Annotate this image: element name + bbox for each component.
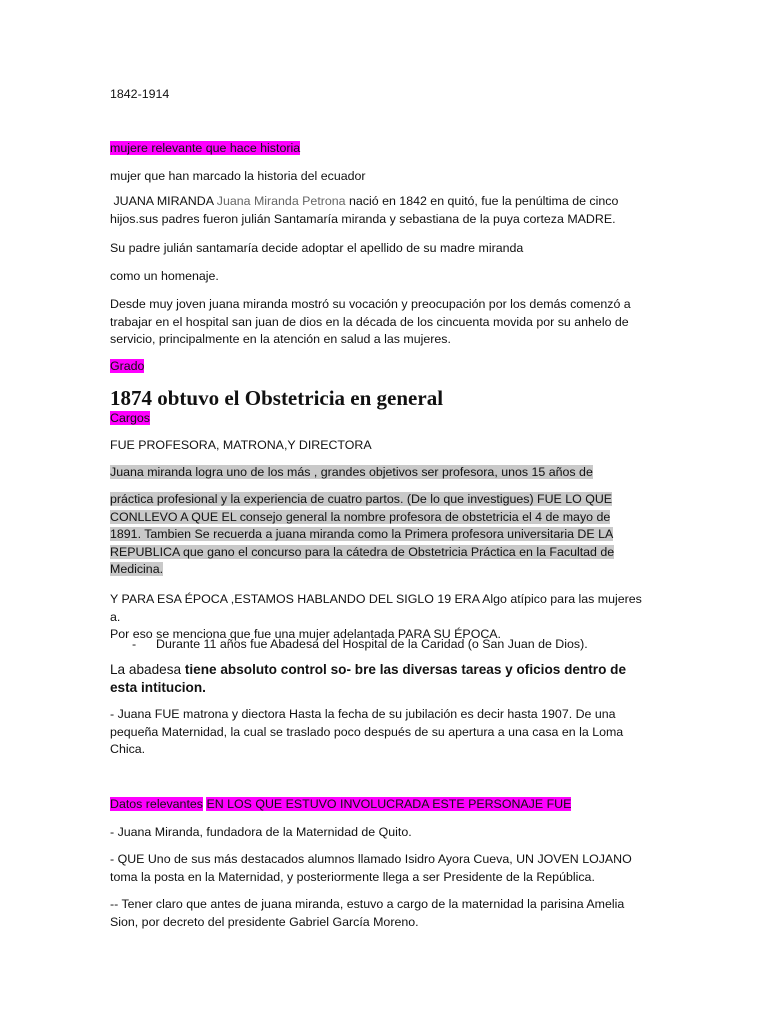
datos-heading: Datos relevantes EN LOS QUE ESTUVO INVOLUCRADA ESTE PERSONAJE FUE	[110, 797, 572, 811]
pink-heading: mujere relevante que hace historia	[110, 141, 301, 155]
paragraph-abadesa: La abadesa tiene absoluto control so- bre las diversas tareas y oficios dentro de esta intitucion.	[110, 662, 627, 695]
gray-paragraph-2: práctica profesional y la experiencia de cuatro partos. (De lo que investigues) FUE LO QUE CONLLEVO A QUE EL consejo general la nombre profesora de obstetricia el 4 de mayo de 1891. Tambien Se recuerda a juana miranda como la Primera profesora universitaria DE LA REPUBLICA que gano el concurso para la cátedra de Obstetricia Práctica en la Facultad de Medicina.	[110, 492, 615, 576]
cargos-label: Cargos	[110, 411, 150, 425]
cargos-text: FUE PROFESORA, MATRONA,Y DIRECTORA	[110, 438, 372, 452]
paragraph-vocacion: Desde muy joven juana miranda mostró su vocación y preocupación por los demás comenzó a trabajar en el hospital san juan de dios en la década de los cincuenta movida por su anhelo de servicio, principalmente en la atención en salud a las mujeres.	[110, 297, 631, 346]
big-heading: 1874 obtuvo el Obstetricia en general	[110, 386, 444, 410]
bullet-dash: -	[132, 637, 137, 651]
dates: 1842-1914	[110, 87, 170, 101]
datos-item-1: - Juana Miranda, fundadora de la Maternidad de Quito.	[110, 825, 412, 839]
datos-item-2: - QUE Uno de sus más destacados alumnos llamado Isidro Ayora Cueva, UN JOVEN LOJANO toma la posta en la Maternidad, y posteriormente llega a ser Presidente de la República.	[110, 852, 632, 884]
paragraph-epoca: Y PARA ESA ÉPOCA ,ESTAMOS HABLANDO DEL SIGLO 19 ERA Algo atípico para las mujeres a. Por eso se menciona que fue una mujer adelantada PARA SU ÉPOCA.	[110, 592, 642, 641]
grado-label: Grado	[110, 359, 145, 373]
subtitle: mujer que han marcado la historia del ecuador	[110, 169, 366, 183]
paragraph-matrona: - Juana FUE matrona y diectora Hasta la fecha de su jubilación es decir hasta 1907. De una pequeña Maternidad, la cual se traslado poco después de su apertura a una casa en la Loma Chica.	[110, 707, 624, 756]
gray-paragraph-1: Juana miranda logra uno de los más , grandes objetivos ser profesora, unos 15 años de	[110, 465, 593, 479]
bullet-item: - Durante 11 años fue Abadesa del Hospital de la Caridad (o San Juan de Dios).	[110, 636, 655, 654]
datos-item-3: -- Tener claro que antes de juana miranda, estuvo a cargo de la maternidad la parisina Amelia Sion, por decreto del presidente Gabriel García Moreno.	[110, 897, 625, 929]
paragraph-homenaje: como un homenaje.	[110, 269, 219, 283]
paragraph-intro: JUANA MIRANDA Juana Miranda Petrona nació en 1842 en quitó, fue la penúltima de cinco hijos.sus padres fueron julián Santamaría miranda y sebastiana de la puya corteza MADRE.	[110, 194, 619, 226]
paragraph-father: Su padre julián santamaría decide adoptar el apellido de su madre miranda	[110, 241, 524, 255]
